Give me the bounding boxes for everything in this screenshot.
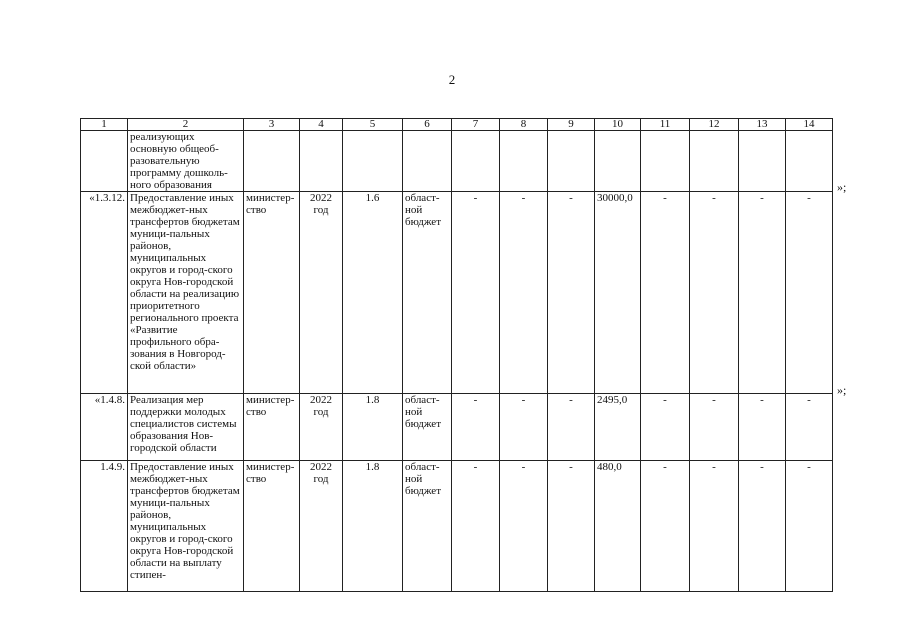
row-target: [343, 131, 403, 192]
header-cell-11: 11: [641, 119, 690, 131]
row-col-7: -: [452, 192, 500, 394]
row-name: Реализация мер поддержки молодых специалистов системы образования Нов-городской области: [128, 394, 244, 461]
row-col-8: -: [500, 461, 548, 592]
row-col-11: [641, 131, 690, 192]
header-cell-12: 12: [690, 119, 739, 131]
row-col-13: [739, 131, 786, 192]
row-target: 1.6: [343, 192, 403, 394]
row-col-9: -: [548, 192, 595, 394]
table-row: [81, 461, 833, 592]
program-table: [80, 118, 833, 592]
header-row: [81, 119, 833, 131]
row-source: област-ной бюджет: [403, 192, 452, 394]
closing-quote-mark: »;: [837, 180, 847, 194]
row-col-10: 30000,0: [595, 192, 641, 394]
row-col-13: -: [739, 192, 786, 394]
row-source: област-ной бюджет: [403, 394, 452, 461]
row-term: 2022 год: [300, 461, 343, 592]
row-col-12: -: [690, 394, 739, 461]
table-row: [81, 394, 833, 461]
row-term: [300, 131, 343, 192]
row-col-14: -: [786, 394, 833, 461]
row-source: област-ной бюджет: [403, 461, 452, 592]
row-number: «1.4.8.: [81, 394, 128, 461]
header-cell-6: 6: [403, 119, 452, 131]
row-number: 1.4.9.: [81, 461, 128, 592]
row-col-9: -: [548, 394, 595, 461]
row-term: 2022 год: [300, 192, 343, 394]
row-col-11: -: [641, 461, 690, 592]
row-col-10: 480,0: [595, 461, 641, 592]
row-executor: министер-ство: [244, 461, 300, 592]
row-col-11: -: [641, 394, 690, 461]
row-col-12: -: [690, 461, 739, 592]
row-name: Предоставление иных межбюджет-ных трансфертов бюджетам муници-пальных районов, муниципальных округов и город-ского округа Нов-городской области на выплату стипен-: [128, 461, 244, 592]
row-col-8: [500, 131, 548, 192]
table-row: [81, 192, 833, 394]
row-name: реализующих основную общеоб-разовательную программу дошколь-ного образования: [128, 131, 244, 192]
row-col-10: 2495,0: [595, 394, 641, 461]
row-term: 2022 год: [300, 394, 343, 461]
row-source: [403, 131, 452, 192]
header-cell-5: 5: [343, 119, 403, 131]
row-number: «1.3.12.: [81, 192, 128, 394]
row-executor: [244, 131, 300, 192]
row-col-14: [786, 131, 833, 192]
row-col-9: [548, 131, 595, 192]
row-col-11: -: [641, 192, 690, 394]
row-col-7: -: [452, 461, 500, 592]
row-executor: министер-ство: [244, 192, 300, 394]
header-cell-4: 4: [300, 119, 343, 131]
closing-quote-mark: »;: [837, 383, 847, 397]
header-cell-7: 7: [452, 119, 500, 131]
row-col-14: -: [786, 192, 833, 394]
row-col-13: -: [739, 394, 786, 461]
row-name: Предоставление иных межбюджет-ных трансфертов бюджетам муници-пальных районов, муниципальных округов и город-ского округа Нов-городской области на реализацию приоритетного регионального проекта «Развитие профильного обра-зования в Новгород-ской области»: [128, 192, 244, 394]
row-number: [81, 131, 128, 192]
header-cell-2: 2: [128, 119, 244, 131]
header-cell-8: 8: [500, 119, 548, 131]
row-col-9: -: [548, 461, 595, 592]
header-cell-9: 9: [548, 119, 595, 131]
row-target: 1.8: [343, 394, 403, 461]
row-col-7: -: [452, 394, 500, 461]
page-number: 2: [448, 72, 456, 87]
header-cell-14: 14: [786, 119, 833, 131]
header-cell-10: 10: [595, 119, 641, 131]
row-col-12: [690, 131, 739, 192]
row-executor: министер-ство: [244, 394, 300, 461]
row-col-8: -: [500, 394, 548, 461]
row-col-10: [595, 131, 641, 192]
row-target: 1.8: [343, 461, 403, 592]
row-col-13: -: [739, 461, 786, 592]
header-cell-3: 3: [244, 119, 300, 131]
row-col-7: [452, 131, 500, 192]
header-cell-1: 1: [81, 119, 128, 131]
header-cell-13: 13: [739, 119, 786, 131]
row-col-12: -: [690, 192, 739, 394]
table-row: [81, 131, 833, 192]
row-col-8: -: [500, 192, 548, 394]
row-col-14: -: [786, 461, 833, 592]
